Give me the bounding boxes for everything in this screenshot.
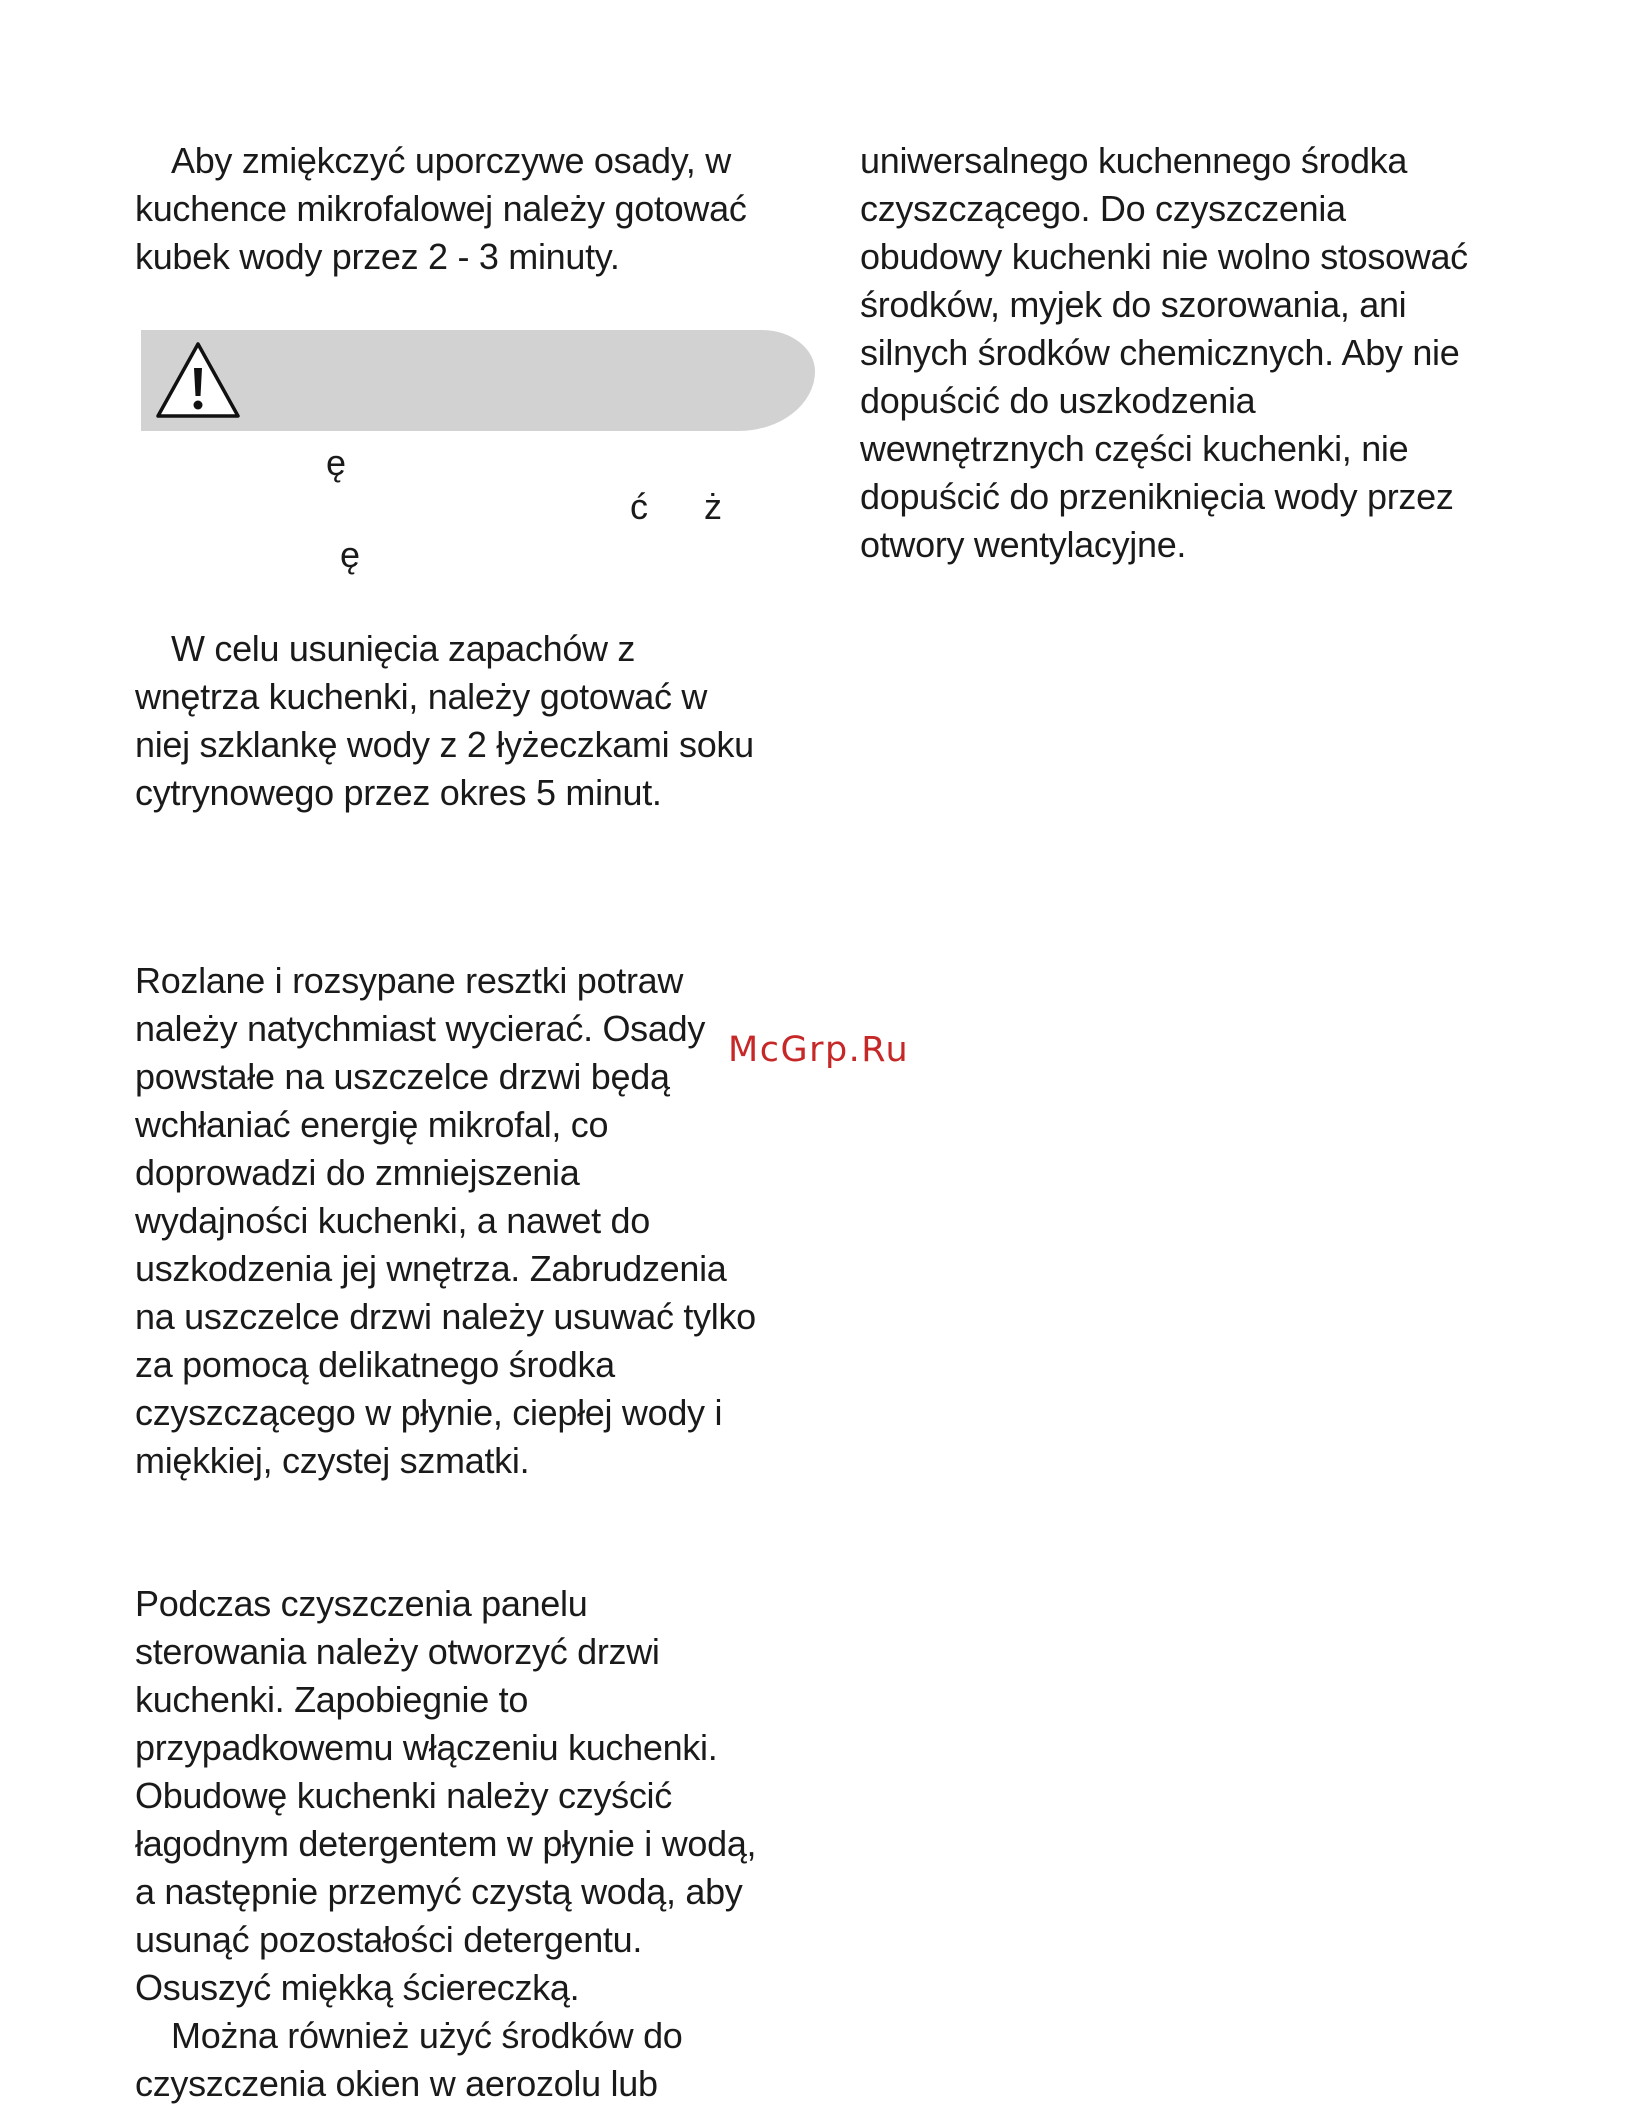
paragraph-descale: Aby zmiękczyć uporczywe osady, w kuchence mikrofalowej należy gotować kubek wody przez 2 - 3 minuty. [135, 140, 747, 277]
warning-text-fragment: ż [704, 486, 722, 527]
warning-banner [141, 330, 815, 431]
paragraph-control-panel: Podczas czyszczenia panelu sterowania należy otworzyć drzwi kuchenki. Zapobiegnie to przypadkowemu włączeniu kuchenki. Obudowę kuchenki należy czyścić łagodnym detergentem w płynie i wodą, a następnie przemyć czystą wodą, aby usunąć pozostałości detergentu. Osuszyć miękką ściereczką. [135, 1583, 757, 2008]
paragraph-aerosol: Można również użyć środków do czyszczenia okien w aerozolu lub [135, 2015, 683, 2104]
warning-triangle-icon [153, 338, 243, 422]
warning-text-fragment: ę [326, 442, 347, 483]
watermark-text: McGrp.Ru [728, 1030, 910, 1070]
warning-text-fragment: ć [630, 486, 648, 527]
warning-text-fragment: ę [340, 534, 361, 575]
paragraph-odor-removal: W celu usunięcia zapachów z wnętrza kuchenki, należy gotować w niej szklankę wody z 2 łyżeczkami soku cytrynowego przez okres 5 minut. [135, 628, 754, 813]
paragraph-spills: Rozlane i rozsypane resztki potraw należy natychmiast wycierać. Osady powstałe na uszczelce drzwi będą wchłaniać energię mikrofal, co doprowadzi do zmniejszenia wydajności kuchenki, a nawet do uszkodzenia jej wnętrza. Zabrudzenia na uszczelce drzwi należy usuwać tylko za pomocą delikatnego środka czyszczącego w płynie, ciepłej wody i miękkiej, czystej szmatki. [135, 960, 756, 1481]
paragraph-right-continued: uniwersalnego kuchennego środka czyszczącego. Do czyszczenia obudowy kuchenki nie wolno stosować środków, myjek do szorowania, ani silnych środków chemicznych. Aby nie dopuścić do uszkodzenia wewnętrznych części kuchenki, nie dopuścić do przeniknięcia wody przez otwory wentylacyjne. [860, 140, 1468, 565]
